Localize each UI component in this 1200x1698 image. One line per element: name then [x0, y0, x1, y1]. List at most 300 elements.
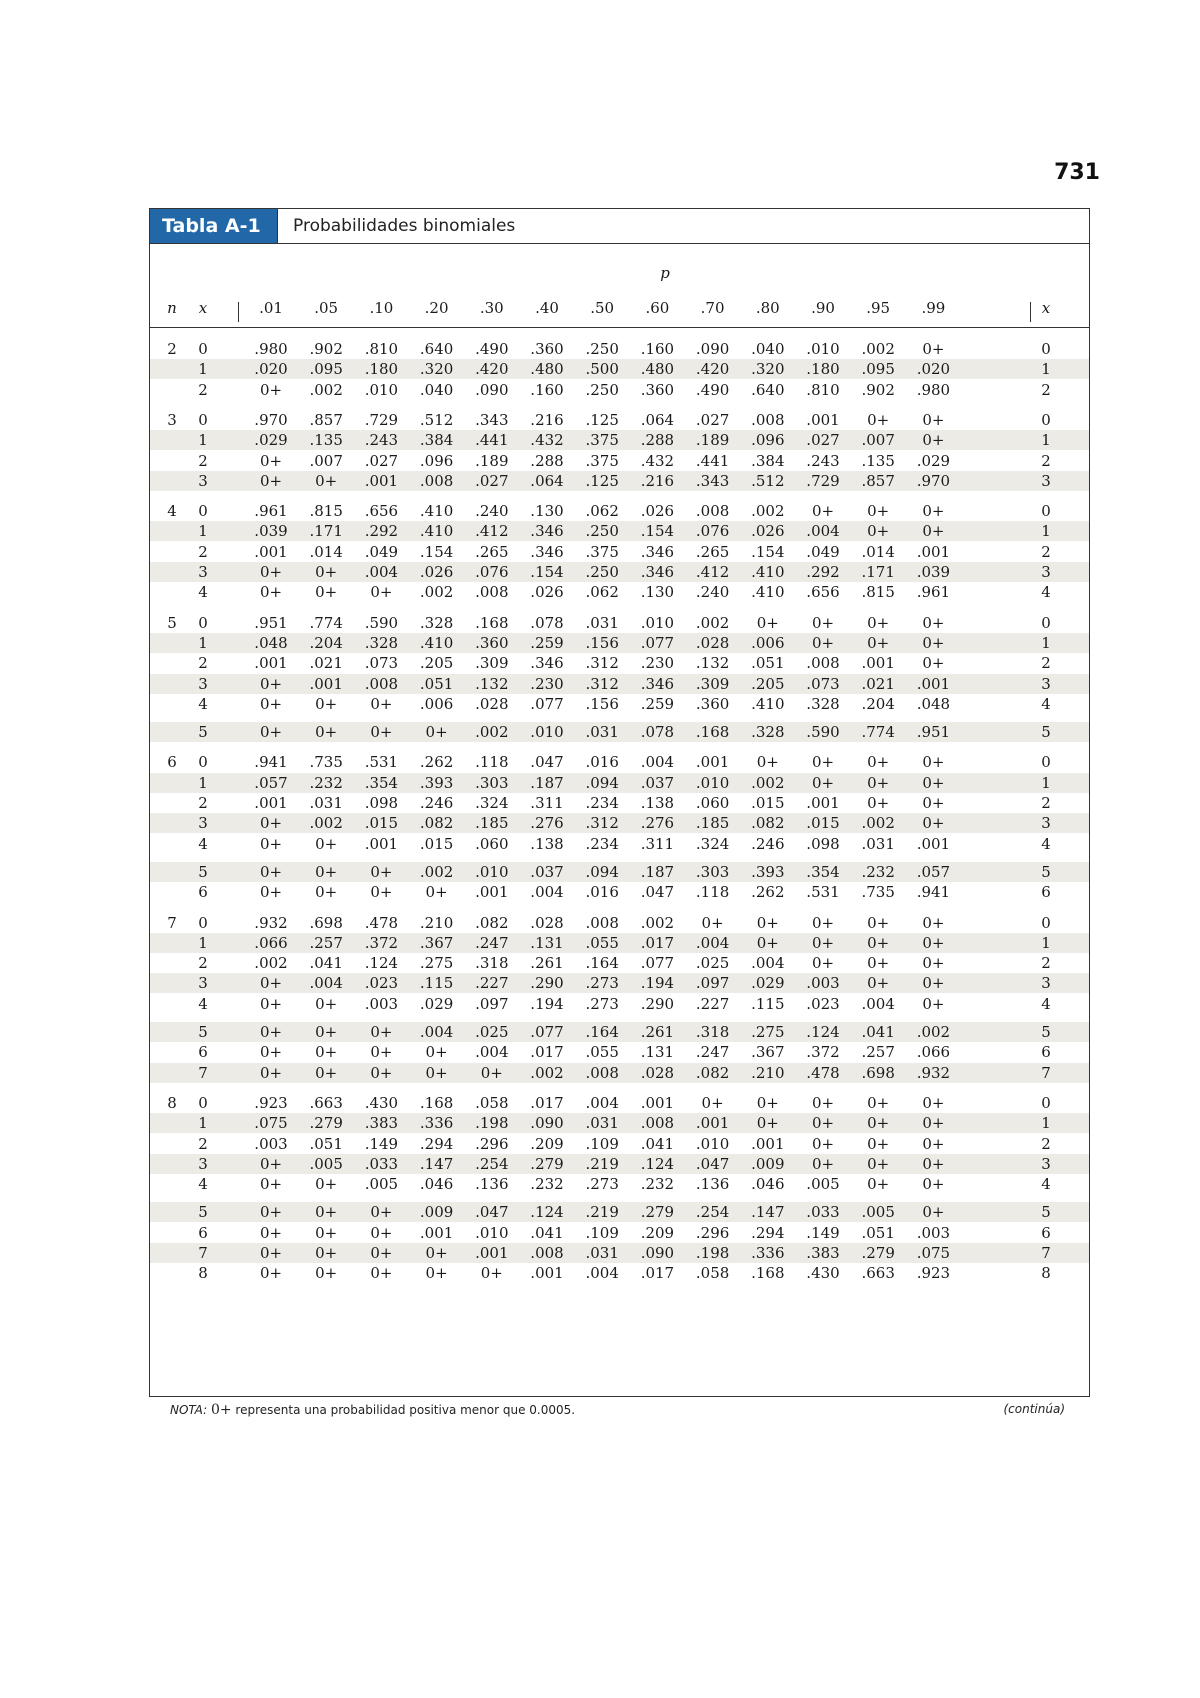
cell-prob: .073: [806, 674, 840, 693]
cell-prob: .232: [640, 1175, 675, 1194]
cell-prob: .066: [254, 933, 288, 952]
cell-prob: .168: [751, 1264, 785, 1283]
cell-prob: .312: [585, 814, 619, 833]
cell-prob: .029: [916, 451, 951, 470]
cell-prob: 0+: [922, 954, 945, 973]
cell-prob: .082: [751, 814, 785, 833]
binomial-table: [149, 208, 1090, 1397]
cell-prob: .028: [530, 913, 564, 932]
cell-n: 8: [167, 1093, 177, 1112]
cell-prob: .290: [640, 994, 675, 1013]
cell-prob: .047: [475, 1203, 509, 1222]
cell-x: 1: [198, 773, 208, 792]
cell-prob: .041: [309, 954, 343, 973]
cell-prob: .640: [751, 380, 785, 399]
cell-prob: .047: [640, 883, 675, 902]
cell-prob: .294: [419, 1134, 454, 1153]
cell-prob: .097: [475, 994, 509, 1013]
cell-prob: 0+: [922, 933, 945, 952]
cell-prob: .354: [806, 862, 840, 881]
cell-prob: 0+: [259, 883, 283, 902]
cell-prob: .078: [640, 723, 675, 742]
cell-prob: .136: [695, 1175, 730, 1194]
cell-prob: .261: [530, 954, 564, 973]
cell-prob: .082: [419, 814, 454, 833]
cell-prob: .028: [695, 633, 730, 652]
cell-prob: 0+: [370, 583, 393, 602]
cell-prob: 0+: [425, 1244, 448, 1262]
cell-prob: 0+: [811, 1154, 835, 1173]
cell-prob: .320: [751, 360, 785, 379]
cell-prob: .189: [695, 431, 730, 450]
cell-prob: 0+: [315, 563, 338, 581]
cell-prob: 0+: [315, 834, 338, 853]
cell-prob: .254: [695, 1203, 730, 1222]
cell-prob: .318: [475, 954, 509, 973]
cell-prob: .265: [695, 542, 730, 561]
cell-x-right: 2: [1041, 451, 1051, 470]
cell-prob: 0+: [922, 1203, 945, 1222]
cell-prob: .118: [695, 883, 730, 902]
cell-prob: .001: [364, 834, 399, 853]
cell-prob: .025: [475, 1023, 509, 1041]
cell-prob: 0+: [259, 974, 283, 993]
cell-prob: .951: [254, 613, 288, 632]
table-row: [150, 501, 1089, 521]
table-row: [150, 633, 1089, 653]
cell-prob: .002: [309, 380, 343, 399]
cell-x: 2: [198, 451, 208, 470]
cell-prob: .047: [530, 753, 564, 772]
cell-prob: .187: [640, 862, 675, 881]
cell-x-right: 7: [1041, 1063, 1051, 1082]
cell-prob: .094: [585, 773, 619, 792]
cell-prob: .096: [751, 431, 785, 450]
cell-prob: .360: [640, 380, 675, 399]
cell-prob: .857: [309, 410, 343, 429]
cell-prob: .160: [640, 340, 675, 358]
table-row: [150, 562, 1089, 582]
cell-prob: 0+: [922, 814, 945, 833]
cell-prob: 0+: [315, 1264, 338, 1283]
cell-prob: .008: [640, 1114, 675, 1133]
cell-prob: 0+: [867, 933, 890, 952]
cell-prob: .029: [419, 994, 454, 1013]
cell-prob: 0+: [370, 1023, 393, 1041]
cell-x-right: 3: [1041, 674, 1051, 693]
cell-prob: .001: [861, 654, 895, 673]
cell-prob: .064: [530, 471, 564, 490]
cell-prob: .007: [309, 451, 343, 470]
cell-prob: .375: [585, 451, 619, 470]
cell-x: 5: [198, 1203, 208, 1222]
cell-prob: .008: [585, 913, 619, 932]
cell-prob: .132: [695, 654, 730, 673]
cell-prob: .048: [916, 694, 951, 713]
page-number: 731: [1054, 160, 1100, 185]
cell-x-right: 0: [1041, 1093, 1051, 1112]
cell-prob: .031: [585, 1114, 619, 1133]
cell-x: 8: [198, 1264, 208, 1283]
cell-prob: .060: [475, 834, 509, 853]
cell-prob: .273: [585, 994, 619, 1013]
table-row: [150, 1202, 1089, 1222]
cell-prob: 0+: [315, 994, 338, 1013]
cell-x: 1: [198, 431, 208, 450]
cell-x-right: 0: [1041, 410, 1051, 429]
cell-prob: .026: [751, 522, 785, 541]
cell-prob: .164: [585, 954, 619, 973]
cell-prob: .090: [530, 1114, 564, 1133]
cell-x-right: 5: [1041, 723, 1051, 742]
cell-prob: 0+: [370, 1043, 393, 1062]
cell-prob: .135: [861, 451, 895, 470]
cell-x: 3: [198, 974, 208, 993]
cell-n: 7: [167, 913, 177, 932]
cell-x: 2: [198, 654, 208, 673]
cell-prob: 0+: [867, 794, 890, 812]
cell-x: 4: [198, 694, 208, 713]
cell-prob: 0+: [811, 1093, 835, 1112]
cell-prob: .432: [640, 451, 675, 470]
cell-prob: .002: [751, 502, 785, 521]
cell-prob: .047: [695, 1154, 730, 1173]
cell-prob: 0+: [922, 1134, 945, 1153]
cell-prob: 0+: [259, 674, 283, 693]
cell-n: 5: [167, 613, 177, 632]
cell-prob: .046: [419, 1175, 454, 1194]
cell-prob: .062: [585, 583, 619, 602]
cell-prob: .005: [364, 1175, 399, 1194]
cell-prob: 0+: [867, 1093, 890, 1112]
cell-prob: .057: [916, 862, 951, 881]
cell-x-right: 5: [1041, 1023, 1051, 1041]
cell-prob: .336: [751, 1244, 785, 1262]
header-divider-left: [238, 302, 239, 322]
cell-prob: 0+: [425, 883, 448, 902]
table-row: [150, 1174, 1089, 1194]
table-row: [150, 451, 1089, 471]
cell-prob: 0+: [370, 862, 393, 881]
header-p-60: .60: [645, 299, 670, 317]
cell-prob: .257: [861, 1043, 895, 1062]
cell-prob: .216: [640, 471, 675, 490]
cell-prob: 0+: [480, 1264, 503, 1283]
cell-prob: .168: [419, 1093, 454, 1112]
cell-prob: 0+: [425, 1063, 448, 1082]
header-p-30: .30: [479, 299, 504, 317]
cell-prob: .109: [585, 1223, 619, 1242]
cell-prob: .902: [861, 380, 895, 399]
cell-prob: .531: [364, 753, 399, 772]
cell-prob: .008: [364, 674, 399, 693]
cell-x: 0: [198, 410, 208, 429]
table-row: [150, 542, 1089, 562]
table-label: Tabla A-1: [150, 209, 278, 243]
cell-prob: .027: [695, 410, 730, 429]
cell-prob: .118: [475, 753, 509, 772]
cell-prob: 0+: [922, 613, 945, 632]
cell-prob: .058: [695, 1264, 730, 1283]
cell-prob: .923: [254, 1093, 288, 1112]
cell-x-right: 2: [1041, 380, 1051, 399]
cell-prob: .049: [364, 542, 399, 561]
cell-prob: 0+: [370, 694, 393, 713]
cell-prob: .257: [309, 933, 343, 952]
cell-prob: .262: [751, 883, 785, 902]
cell-x-right: 2: [1041, 542, 1051, 561]
cell-x: 0: [198, 1093, 208, 1112]
header-p-90: .90: [811, 299, 835, 317]
header-p-10: .10: [369, 299, 394, 317]
cell-prob: 0+: [259, 1244, 283, 1262]
cell-prob: 0+: [922, 410, 945, 429]
cell-prob: .002: [751, 773, 785, 792]
cell-prob: .500: [585, 360, 619, 379]
cell-prob: .980: [254, 340, 288, 358]
cell-x-right: 4: [1041, 1175, 1051, 1194]
table-row: [150, 1042, 1089, 1062]
cell-prob: .077: [530, 1023, 564, 1041]
cell-prob: 0+: [867, 773, 890, 792]
cell-prob: .198: [475, 1114, 509, 1133]
cell-prob: .027: [806, 431, 840, 450]
cell-prob: 0+: [315, 694, 338, 713]
cell-x-right: 2: [1041, 794, 1051, 812]
cell-prob: .031: [309, 794, 343, 812]
cell-prob: .590: [806, 723, 840, 742]
cell-x: 3: [198, 814, 208, 833]
cell-prob: .441: [475, 431, 509, 450]
cell-prob: .232: [309, 773, 343, 792]
cell-x-right: 2: [1041, 1134, 1051, 1153]
cell-x: 4: [198, 583, 208, 602]
cell-prob: 0+: [259, 834, 283, 853]
cell-x: 4: [198, 1175, 208, 1194]
cell-prob: .276: [530, 814, 564, 833]
cell-prob: .082: [695, 1063, 730, 1082]
cell-prob: .016: [585, 753, 619, 772]
table-row: [150, 1022, 1089, 1042]
cell-prob: .478: [806, 1063, 840, 1082]
table-row: [150, 430, 1089, 450]
cell-x: 3: [198, 563, 208, 581]
cell-prob: .041: [861, 1023, 895, 1041]
cell-prob: .014: [861, 542, 895, 561]
cell-prob: 0+: [922, 431, 945, 450]
cell-prob: .185: [475, 814, 509, 833]
cell-prob: .007: [861, 431, 895, 450]
cell-prob: .109: [585, 1134, 619, 1153]
cell-x: 6: [198, 883, 208, 902]
cell-x-right: 3: [1041, 563, 1051, 581]
cell-prob: .001: [530, 1264, 564, 1283]
cell-prob: .138: [640, 794, 675, 812]
cell-prob: .160: [530, 380, 564, 399]
cell-prob: .209: [530, 1134, 564, 1153]
table-row: [150, 1223, 1089, 1243]
cell-prob: 0+: [701, 1093, 724, 1112]
cell-prob: .168: [475, 613, 509, 632]
cell-x: 7: [198, 1244, 208, 1262]
cell-x-right: 3: [1041, 974, 1051, 993]
cell-prob: .015: [751, 794, 785, 812]
table-row: [150, 380, 1089, 400]
cell-prob: .006: [751, 633, 785, 652]
cell-n: 6: [167, 753, 177, 772]
cell-prob: .066: [916, 1043, 951, 1062]
cell-prob: .656: [806, 583, 840, 602]
cell-prob: .004: [309, 974, 343, 993]
cell-prob: 0+: [922, 502, 945, 521]
cell-prob: 0+: [756, 913, 779, 932]
cell-prob: 0+: [315, 1244, 338, 1262]
cell-prob: .328: [806, 694, 840, 713]
cell-prob: .815: [309, 502, 343, 521]
cell-prob: .001: [475, 1244, 509, 1262]
table-row: [150, 359, 1089, 379]
cell-prob: .512: [419, 410, 454, 429]
cell-prob: .026: [530, 583, 564, 602]
cell-prob: .001: [916, 834, 951, 853]
cell-x: 6: [198, 1223, 208, 1242]
cell-prob: 0+: [259, 1063, 283, 1082]
cell-prob: .002: [916, 1023, 951, 1041]
table-row: [150, 882, 1089, 902]
cell-prob: .194: [530, 994, 564, 1013]
cell-x: 4: [198, 834, 208, 853]
cell-prob: .250: [585, 563, 619, 581]
cell-prob: .130: [640, 583, 675, 602]
cell-prob: 0+: [922, 794, 945, 812]
cell-prob: .420: [475, 360, 509, 379]
cell-prob: 0+: [315, 883, 338, 902]
cell-prob: 0+: [867, 502, 890, 521]
cell-prob: 0+: [315, 723, 338, 742]
cell-prob: .311: [640, 834, 675, 853]
cell-prob: 0+: [811, 753, 835, 772]
cell-prob: .296: [695, 1223, 730, 1242]
cell-prob: .095: [861, 360, 895, 379]
cell-prob: 0+: [315, 583, 338, 602]
cell-prob: .021: [861, 674, 895, 693]
cell-prob: .774: [861, 723, 895, 742]
cell-prob: .303: [695, 862, 730, 881]
cell-prob: .037: [530, 862, 564, 881]
cell-prob: .051: [861, 1223, 895, 1242]
cell-prob: .010: [806, 340, 840, 358]
cell-prob: .857: [861, 471, 895, 490]
cell-prob: .004: [861, 994, 895, 1013]
cell-prob: .154: [640, 522, 675, 541]
cell-prob: 0+: [922, 913, 945, 932]
cell-x: 1: [198, 522, 208, 541]
cell-prob: .234: [585, 834, 619, 853]
cell-prob: .328: [364, 633, 399, 652]
cell-prob: 0+: [811, 633, 835, 652]
cell-prob: .149: [806, 1223, 840, 1242]
cell-prob: .154: [530, 563, 564, 581]
cell-x-right: 0: [1041, 613, 1051, 632]
cell-x-right: 6: [1041, 1043, 1051, 1062]
cell-prob: 0+: [811, 502, 835, 521]
cell-prob: .279: [861, 1244, 895, 1262]
cell-prob: .512: [751, 471, 785, 490]
cell-prob: .124: [806, 1023, 840, 1041]
cell-x-right: 4: [1041, 583, 1051, 602]
cell-x: 3: [198, 1154, 208, 1173]
cell-prob: 0+: [922, 773, 945, 792]
header-p-95: .95: [866, 299, 891, 317]
cell-prob: .048: [254, 633, 288, 652]
cell-prob: .130: [530, 502, 564, 521]
cell-prob: 0+: [315, 1223, 338, 1242]
cell-prob: .039: [916, 563, 951, 581]
cell-prob: 0+: [425, 1264, 448, 1283]
cell-prob: .480: [530, 360, 564, 379]
cell-prob: .058: [475, 1093, 509, 1112]
cell-prob: .004: [640, 753, 675, 772]
cell-prob: .001: [419, 1223, 454, 1242]
cell-x: 7: [198, 1063, 208, 1082]
cell-x: 2: [198, 954, 208, 973]
cell-prob: .275: [419, 954, 454, 973]
cell-prob: .046: [751, 1175, 785, 1194]
cell-prob: 0+: [259, 723, 283, 742]
cell-prob: .324: [475, 794, 509, 812]
cell-prob: .015: [806, 814, 840, 833]
cell-x-right: 1: [1041, 633, 1051, 652]
cell-prob: .090: [475, 380, 509, 399]
table-row: [150, 582, 1089, 602]
table-title: Probabilidades binomiales: [293, 216, 516, 236]
cell-prob: .367: [751, 1043, 785, 1062]
cell-prob: .735: [861, 883, 895, 902]
cell-prob: .951: [916, 723, 951, 742]
cell-prob: 0+: [922, 994, 945, 1013]
cell-prob: .015: [364, 814, 399, 833]
cell-prob: .037: [640, 773, 675, 792]
cell-prob: .132: [475, 674, 509, 693]
cell-prob: .219: [585, 1203, 619, 1222]
cell-prob: .288: [640, 431, 675, 450]
cell-prob: 0+: [259, 994, 283, 1013]
cell-prob: .980: [916, 380, 951, 399]
cell-prob: .001: [254, 794, 288, 812]
cell-prob: .023: [806, 994, 840, 1013]
cell-prob: .288: [530, 451, 564, 470]
cell-prob: .294: [751, 1223, 785, 1242]
cell-prob: .420: [695, 360, 730, 379]
cell-prob: 0+: [811, 913, 835, 932]
cell-x: 1: [198, 360, 208, 379]
cell-prob: .017: [530, 1093, 564, 1112]
header-p-70: .70: [700, 299, 725, 317]
cell-prob: .354: [364, 773, 399, 792]
cell-prob: .312: [585, 654, 619, 673]
cell-prob: .073: [364, 654, 399, 673]
table-row: [150, 521, 1089, 541]
cell-prob: 0+: [315, 1043, 338, 1062]
cell-prob: .020: [254, 360, 288, 379]
cell-prob: .204: [861, 694, 895, 713]
cell-prob: .250: [585, 380, 619, 399]
cell-prob: .375: [585, 431, 619, 450]
cell-prob: .490: [475, 340, 509, 358]
cell-prob: .185: [695, 814, 730, 833]
cell-prob: .279: [530, 1154, 564, 1173]
cell-prob: 0+: [259, 1154, 283, 1173]
